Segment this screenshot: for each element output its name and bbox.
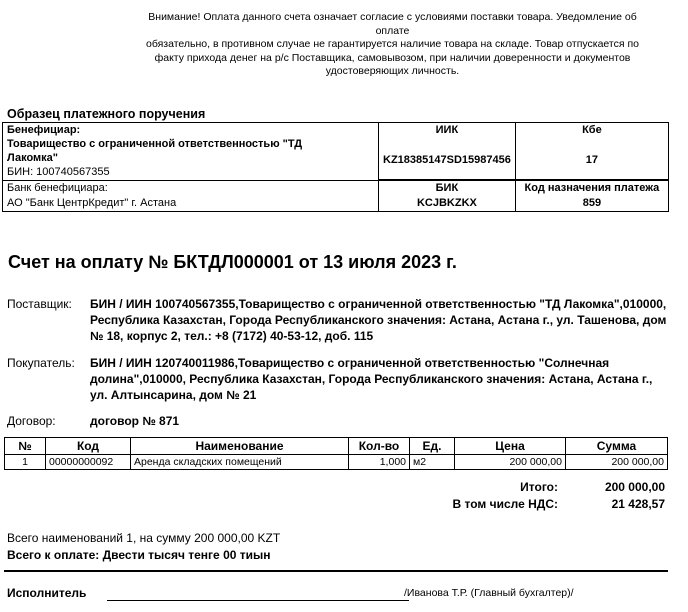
row-qty: 1,000 [349, 455, 410, 470]
totals-block [400, 480, 665, 514]
contract-label: Договор: [7, 414, 56, 428]
iik-value: KZ18385147SD15987456 [379, 142, 516, 180]
knp-label: Код назначения платежа [524, 182, 660, 194]
notice-line: Внимание! Оплата данного счета означает согласие с условиями поставки товара. Уведомление об [148, 11, 637, 23]
summary-words: Всего к оплате: Двести тысяч тенге 00 тиын [7, 548, 271, 562]
vat-value: 21 428,57 [611, 497, 665, 511]
bik-label: БИК [435, 182, 459, 194]
signature-label: Исполнитель [7, 586, 87, 600]
notice-line: оплате [375, 24, 410, 37]
col-header-price: Цена [455, 438, 566, 455]
notice-line: удостоверяющих личность. [325, 65, 460, 78]
signature-block [7, 586, 687, 606]
beneficiary-cell [3, 123, 379, 181]
table-row [5, 455, 668, 470]
invoice-title: Счет на оплату № БКТДЛ000001 от 13 июля 2023 г. [8, 252, 457, 272]
kbe-value: 17 [515, 142, 668, 180]
payment-notice [120, 11, 665, 79]
supplier-label: Поставщик: [7, 297, 72, 311]
beneficiary-name: Товарищество с ограниченной ответственностью "ТД Лакомка" [7, 138, 303, 164]
iik-label: ИИК [379, 123, 516, 142]
signature-line [107, 600, 409, 601]
contract-value: договор № 871 [90, 414, 180, 428]
bik-value: KCJBKZKX [416, 197, 477, 209]
items-table [4, 437, 668, 470]
payment-order-table [2, 122, 669, 212]
signature-name: /Иванова Т.Р. (Главный бухгалтер)/ [404, 587, 574, 599]
kbe-label: Кбе [515, 123, 668, 142]
bank-name: АО "Банк ЦентрКредит" г. Астана [7, 197, 177, 209]
bik-cell [379, 181, 516, 212]
row-name: Аренда складских помещений [131, 455, 349, 470]
col-header-sum: Сумма [566, 438, 668, 455]
row-price: 200 000,00 [455, 455, 566, 470]
divider [4, 570, 668, 572]
total-value: 200 000,00 [604, 480, 665, 494]
row-num: 1 [5, 455, 46, 470]
bank-cell [3, 181, 379, 212]
beneficiary-label: Бенефициар: [7, 124, 81, 136]
items-header-row [5, 438, 668, 455]
col-header-qty: Кол-во [349, 438, 410, 455]
col-header-num: № [5, 438, 46, 455]
total-label: Итого: [520, 480, 558, 494]
summary-block [7, 530, 280, 564]
knp-cell [515, 181, 668, 212]
col-header-code: Код [46, 438, 131, 455]
notice-line: обязательно, в противном случае не гарантируется наличие товара на складе. Товар отпускается по [145, 38, 639, 51]
buyer-label: Покупатель: [7, 356, 75, 370]
bank-label: Банк бенефициара: [7, 182, 108, 194]
payment-order-title: Образец платежного поручения [7, 107, 206, 121]
buyer-value: БИН / ИИН 120740011986,Товарищество с ограниченной ответственностью "Солнечная долина",010000, Республика Казахстан, Города Республиканского значения: Астана, Астана г., ул. Алтынсарина, дом № 21 [90, 356, 653, 402]
supplier-value: БИН / ИИН 100740567355,Товарищество с ограниченной ответственностью "ТД Лакомка",010000, Республика Казахстан, Города Республиканского значения: Астана, Астана г., ул. Ташенова, дом № 18, корпус 2, тел.: +8 (7172) 40-53-12, доб. 115 [90, 297, 667, 343]
row-unit: м2 [410, 455, 455, 470]
notice-line: факту прихода денег на р/с Поставщика, самовывозом, при наличии доверенности и документов [154, 51, 631, 64]
knp-value: 859 [582, 197, 602, 209]
col-header-name: Наименование [131, 438, 349, 455]
col-header-unit: Ед. [410, 438, 455, 455]
beneficiary-bin: БИН: 100740567355 [7, 166, 110, 178]
row-sum: 200 000,00 [566, 455, 668, 470]
vat-label: В том числе НДС: [452, 497, 558, 511]
summary-count: Всего наименований 1, на сумму 200 000,00 KZT [7, 531, 281, 545]
row-code: 00000000092 [46, 455, 131, 470]
